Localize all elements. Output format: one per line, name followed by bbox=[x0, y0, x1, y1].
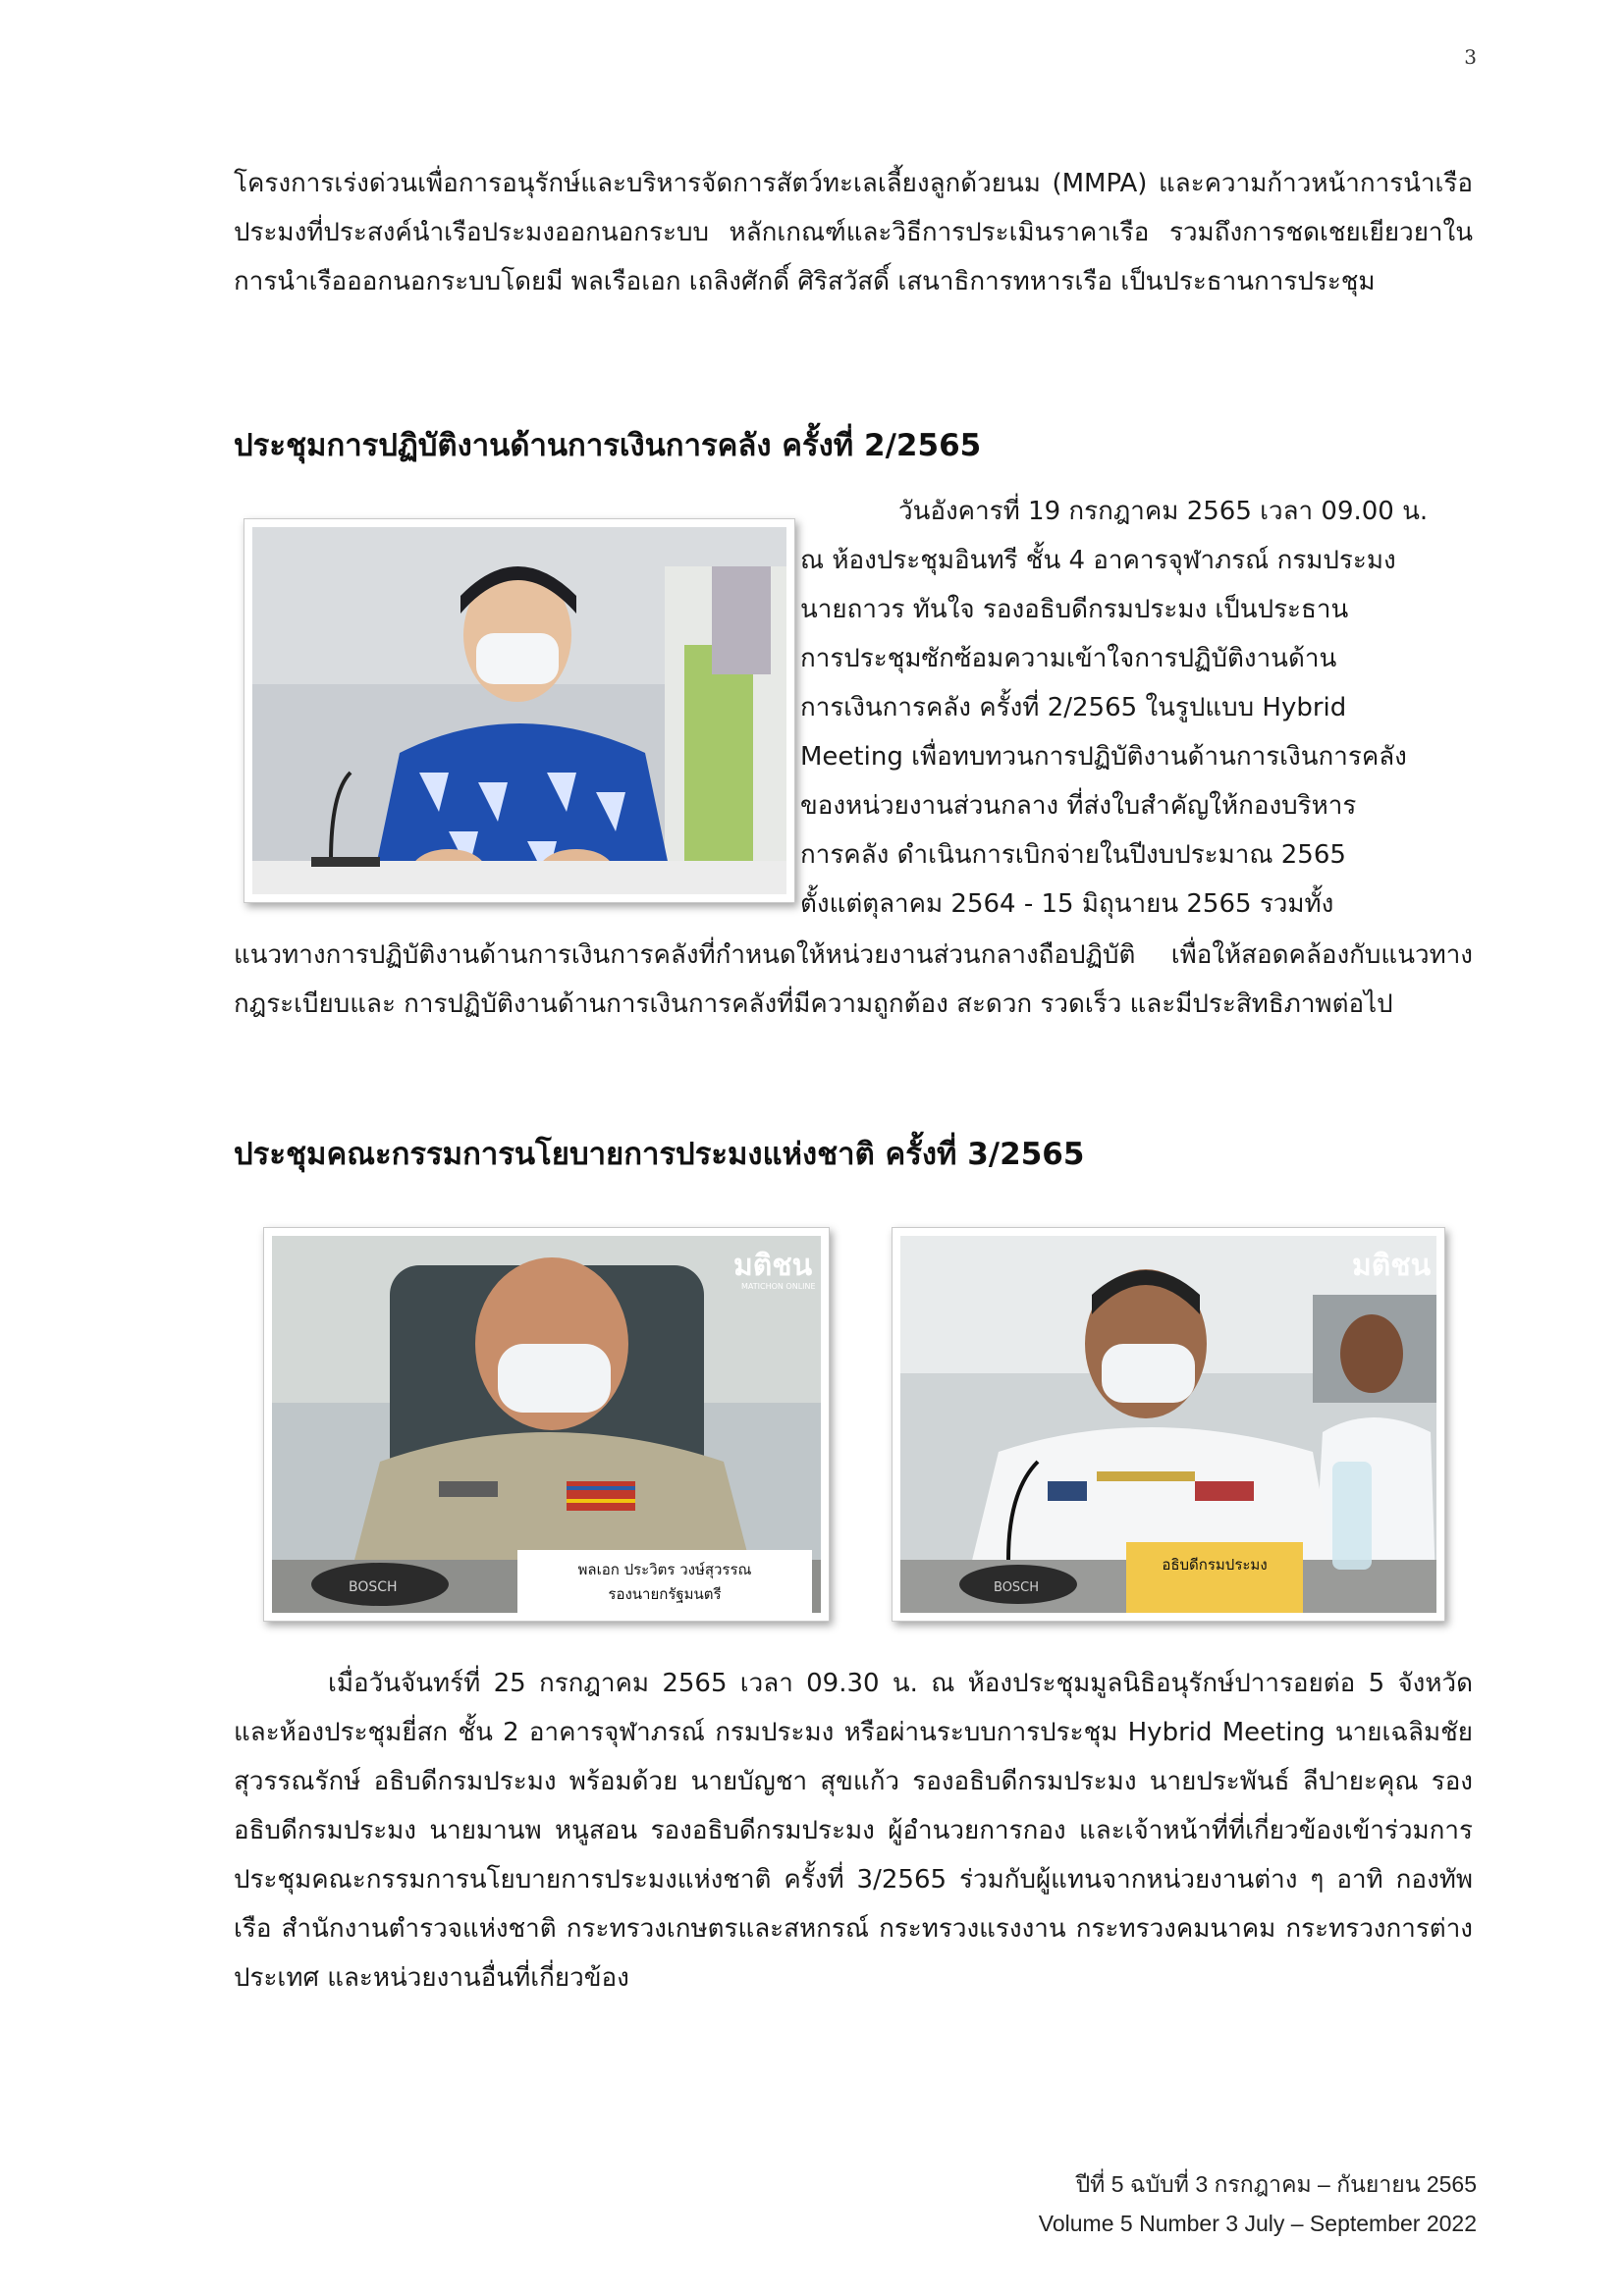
director-general-photo-image bbox=[900, 1236, 1436, 1613]
intro-paragraph bbox=[234, 159, 1473, 306]
mic-brand-text: BOSCH bbox=[994, 1580, 1040, 1595]
section-heading-finance-meeting: ประชุมการปฏิบัติงานด้านการเงินการคลัง ครั้งที่ 2/2565 bbox=[234, 428, 982, 463]
side-line: Meeting เพื่อทบทวนการปฏิบัติงานด้านการเงินการคลัง bbox=[800, 742, 1407, 772]
side-line: การเงินการคลัง ครั้งที่ 2/2565 ในรูปแบบ Hybrid bbox=[800, 693, 1347, 722]
caption-title: อธิบดีกรมประมง bbox=[1162, 1556, 1268, 1574]
watermark-sub: MATICHON ONLINE bbox=[741, 1282, 816, 1291]
side-line: การคลัง ดำเนินการเบิกจ่ายในปีงบประมาณ 2565 bbox=[800, 840, 1346, 870]
page-footer bbox=[1039, 2164, 1477, 2243]
side-line: ตั้งแต่ตุลาคม 2564 - 15 มิถุนายน 2565 รวมทั้ง bbox=[800, 889, 1334, 919]
page-number: 3 bbox=[1464, 45, 1477, 69]
side-line: วันอังคารที่ 19 กรกฎาคม 2565 เวลา 09.00 น. bbox=[898, 497, 1429, 526]
meeting-photo-image bbox=[252, 527, 786, 894]
footer-thai: ปีที่ 5 ฉบับที่ 3 กรกฎาคม – กันยายน 2565 bbox=[1075, 2171, 1477, 2197]
watermark-logo: มติชน bbox=[733, 1249, 813, 1283]
side-line: นายถาวร ทันใจ รองอธิบดีกรมประมง เป็นประธาน bbox=[800, 595, 1349, 624]
photo-finance-meeting bbox=[244, 518, 795, 903]
deputy-pm-photo-image bbox=[272, 1236, 821, 1613]
finance-meeting-continuation bbox=[234, 931, 1473, 1029]
watermark-logo: มติชน bbox=[1352, 1249, 1432, 1283]
side-line: ณ ห้องประชุมอินทรี ชั้น 4 อาคารจุฬาภรณ์ กรมประมง bbox=[800, 546, 1396, 575]
section-heading-fisheries-policy: ประชุมคณะกรรมการนโยบายการประมงแห่งชาติ ครั้งที่ 3/2565 bbox=[234, 1137, 1085, 1172]
finance-meeting-side-text bbox=[800, 487, 1478, 929]
fisheries-policy-text: เมื่อวันจันทร์ที่ 25 กรกฎาคม 2565 เวลา 09.30 น. ณ ห้องประชุมมูลนิธิอนุรักษ์ปาารอยต่อ 5 จังหวัด และห้องประชุมยี่สก ชั้น 2 อาคารจุฬาภรณ์ กรมประมง หรือผ่านระบบการประชุม Hybrid Meeting นายเฉลิมชัย สุวรรณรักษ์ อธิบดีกรมประมง พร้อมด้วย นายบัญชา สุขแก้ว รองอธิบดีกรมประมง นายประพันธ์ ลีปายะคุณ รองอธิบดีกรมประมง นายมานพ หนูสอน รองอธิบดีกรมประมง ผู้อำนวยการกอง และเจ้าหน้าที่ที่เกี่ยวข้องเข้าร่วมการประชุมคณะกรรมการนโยบายการประมงแห่งชาติ ครั้งที่ 3/2565 ร่วมกับผู้แทนจากหน่วยงานต่าง ๆ อาทิ กองทัพเรือ สำนักงานตำรวจแห่งชาติ กระทรวงเกษตรและสหกรณ์ กระทรวงแรงงาน กระทรวงคมนาคม กระทรวงการต่างประเทศ และหน่วยงานอื่นที่เกี่ยวข้อง bbox=[234, 1669, 1473, 1993]
fisheries-policy-body bbox=[234, 1659, 1473, 2002]
caption-name: พลเอก ประวิตร วงษ์สุวรรณ bbox=[577, 1561, 752, 1578]
photo-director-general bbox=[892, 1227, 1445, 1622]
side-line: การประชุมซักซ้อมความเข้าใจการปฏิบัติงานด้าน bbox=[800, 644, 1337, 673]
intro-paragraph-text: โครงการเร่งด่วนเพื่อการอนุรักษ์และบริหารจัดการสัตว์ทะเลเลี้ยงลูกด้วยนม (MMPA) และความก้าวหน้าการนำเรือประมงที่ประสงค์นำเรือประมงออกนอกระบบ หลักเกณฑ์และวิธีการประเมินราคาเรือ รวมถึงการชดเชยเยียวยาในการนำเรือออกนอกระบบโดยมี พลเรือเอก เถลิงศักดิ์ ศิริสวัสดิ์ เสนาธิการทหารเรือ เป็นประธานการประชุม bbox=[234, 169, 1473, 296]
footer-english: Volume 5 Number 3 July – September 2022 bbox=[1038, 2211, 1477, 2236]
continuation-text: แนวทางการปฏิบัติงานด้านการเงินการคลังที่กำหนดให้หน่วยงานส่วนกลางถือปฏิบัติ เพื่อให้สอดคล้องกับแนวทางกฎระเบียบและ การปฏิบัติงานด้านการเงินการคลังที่มีความถูกต้อง สะดวก รวดเร็ว และมีประสิทธิภาพต่อไป bbox=[234, 940, 1473, 1019]
side-line: ของหน่วยงานส่วนกลาง ที่ส่งใบสำคัญให้กองบริหาร bbox=[800, 791, 1357, 821]
photo-deputy-pm bbox=[263, 1227, 830, 1622]
caption-title: รองนายกรัฐมนตรี bbox=[608, 1585, 722, 1603]
mic-brand-text: BOSCH bbox=[349, 1579, 398, 1595]
